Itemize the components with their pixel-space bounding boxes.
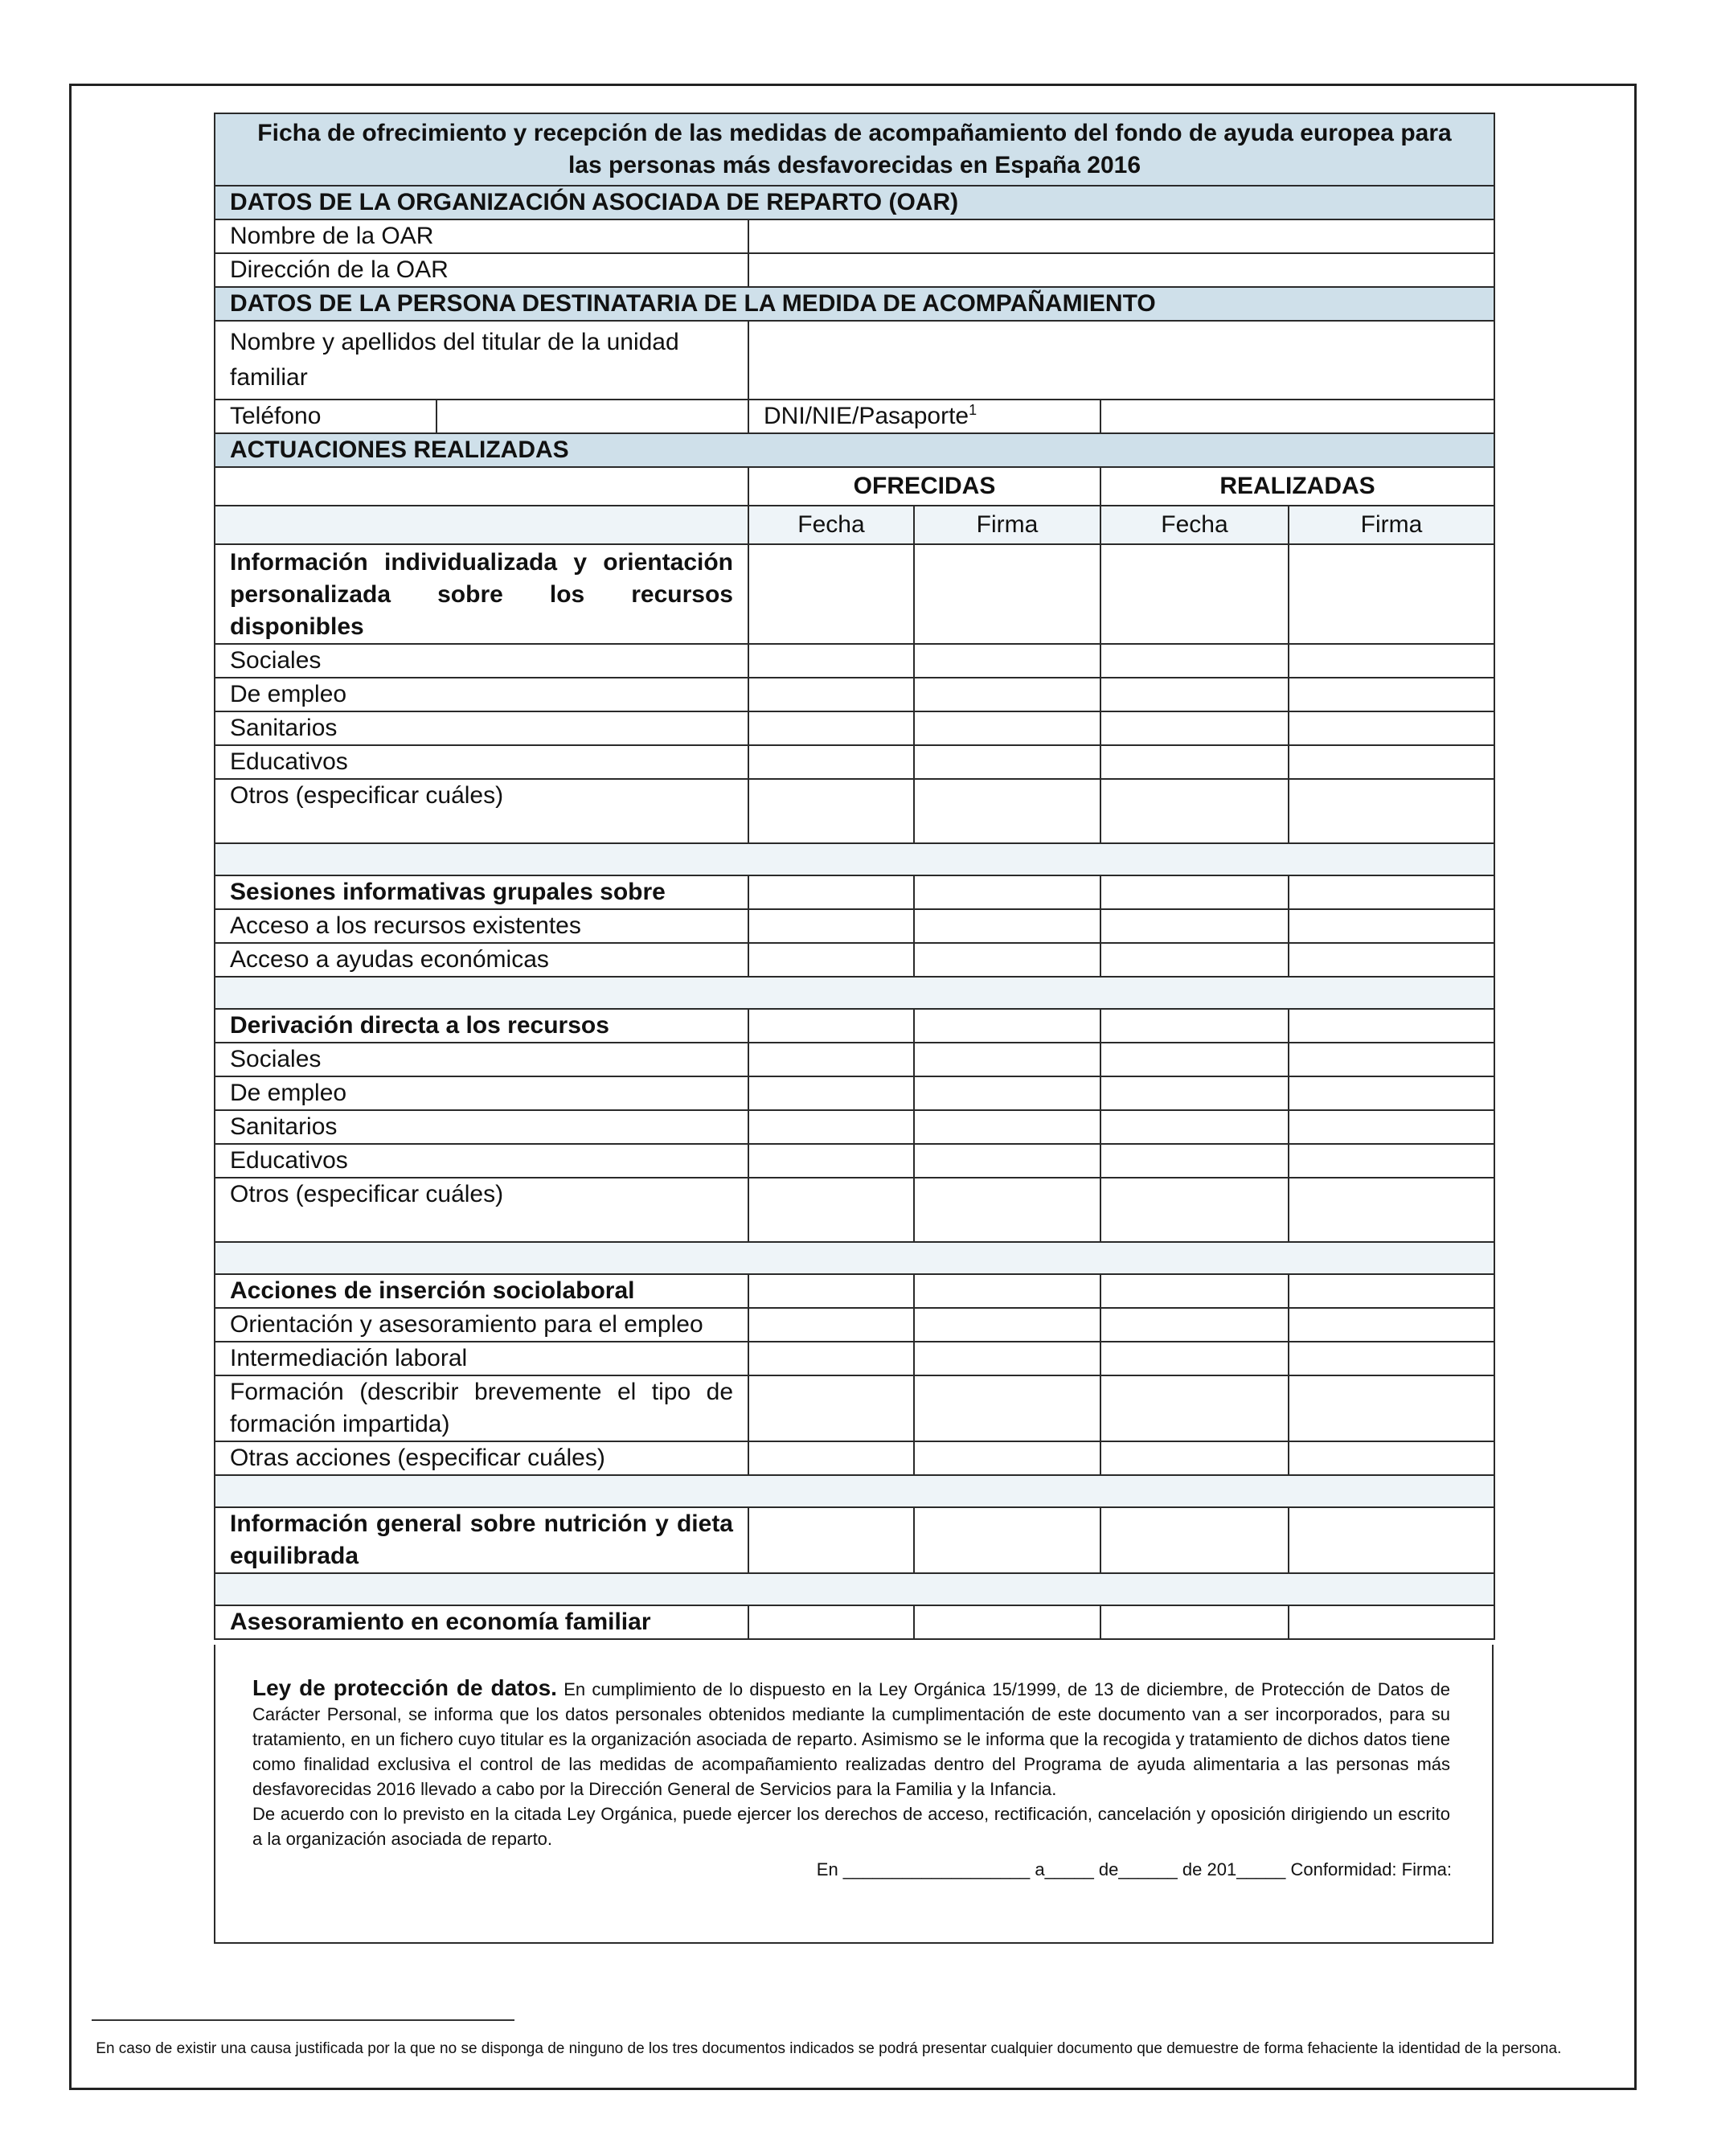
col-offered-sign: Firma <box>914 506 1100 544</box>
cell-offered-sign[interactable] <box>914 1507 1100 1573</box>
table-row <box>215 1110 1494 1144</box>
cell-done-sign[interactable] <box>1289 644 1494 678</box>
cell-done-sign[interactable] <box>1289 943 1494 977</box>
cell-offered-sign[interactable] <box>914 544 1100 644</box>
row-label: Otros (especificar cuáles) <box>215 779 748 843</box>
row-label: Acceso a los recursos existentes <box>215 909 748 943</box>
table-row <box>215 875 1494 909</box>
cell-offered-date[interactable] <box>748 1375 914 1441</box>
row-label: Sanitarios <box>215 711 748 745</box>
table-row <box>215 1043 1494 1076</box>
cell-offered-sign[interactable] <box>914 678 1100 711</box>
table-row <box>215 644 1494 678</box>
cell-done-date[interactable] <box>1100 711 1289 745</box>
row-label: Orientación y asesoramiento para el empleo <box>215 1308 748 1342</box>
row-label: Sociales <box>215 1043 748 1076</box>
group-separator <box>215 1475 1494 1507</box>
footnote-separator <box>92 2019 514 2021</box>
cell-done-date[interactable] <box>1100 745 1289 779</box>
cell-offered-date[interactable] <box>748 1110 914 1144</box>
footnote-mark: 1 <box>969 402 977 418</box>
table-row <box>215 1308 1494 1342</box>
signature-line: En ___________________ a_____ de______ de 201_____ Conformidad: Firma: <box>816 1859 1452 1879</box>
cell-offered-date[interactable] <box>748 1009 914 1043</box>
group-title-derivation: Derivación directa a los recursos <box>215 1009 748 1043</box>
group-separator <box>215 1573 1494 1605</box>
cell-done-date[interactable] <box>1100 1274 1289 1308</box>
legal-paragraph-1: En cumplimiento de lo dispuesto en la Ley Orgánica 15/1999, de 13 de diciembre, de Protección de Datos de Carácter Personal, se informa que los datos personales obtenidos mediante la cumplimentación de este documento van a ser incorporados, para su tratamiento, en un fichero cuyo titular es la organización asociada de reparto. Asimismo se le informa que la recogida y tratamiento de dichos datos tiene como finalidad exclusiva el control de las medidas de acompañamiento realizadas dentro del Programa de ayuda alimentaria a las personas más desfavorecidas 2016 llevado a cabo por la Dirección General de Servicios para la Familia y la Infancia. <box>252 1679 1450 1799</box>
cell-done-sign[interactable] <box>1289 711 1494 745</box>
cell-done-sign[interactable] <box>1289 1375 1494 1441</box>
cell-offered-date[interactable] <box>748 1507 914 1573</box>
group-title-economy: Asesoramiento en economía familiar <box>215 1605 748 1639</box>
form-title: Ficha de ofrecimiento y recepción de las medidas de acompañamiento del fondo de ayuda europea para las personas más desfavorecidas en España 2016 <box>215 113 1494 186</box>
cell-offered-date[interactable] <box>748 1308 914 1342</box>
cell-done-date[interactable] <box>1100 943 1289 977</box>
recipient-section-header: DATOS DE LA PERSONA DESTINATARIA DE LA MEDIDA DE ACOMPAÑAMIENTO <box>215 287 1494 321</box>
cell-done-date[interactable] <box>1100 1342 1289 1375</box>
recipient-name-field[interactable] <box>748 321 1494 400</box>
table-row <box>215 711 1494 745</box>
cell-offered-date[interactable] <box>748 909 914 943</box>
cell-done-date[interactable] <box>1100 544 1289 644</box>
col-offered-date: Fecha <box>748 506 914 544</box>
group-separator <box>215 977 1494 1009</box>
table-row <box>215 1342 1494 1375</box>
cell-done-date[interactable] <box>1100 779 1289 843</box>
row-label: Otras acciones (especificar cuáles) <box>215 1441 748 1475</box>
table-row <box>215 943 1494 977</box>
cell-offered-sign[interactable] <box>914 779 1100 843</box>
row-label: Formación (describir brevemente el tipo de formación impartida) <box>215 1375 748 1441</box>
cell-offered-sign[interactable] <box>914 1308 1100 1342</box>
cell-offered-date[interactable] <box>748 875 914 909</box>
cell-done-date[interactable] <box>1100 1076 1289 1110</box>
recipient-name-label: Nombre y apellidos del titular de la unidad familiar <box>215 321 748 400</box>
cell-done-date[interactable] <box>1100 1375 1289 1441</box>
cell-offered-date[interactable] <box>748 1605 914 1639</box>
subheader-blank <box>215 506 748 544</box>
cell-offered-sign[interactable] <box>914 745 1100 779</box>
cell-done-date[interactable] <box>1100 875 1289 909</box>
cell-offered-date[interactable] <box>748 1178 914 1242</box>
cell-done-date[interactable] <box>1100 909 1289 943</box>
actions-header-blank <box>215 467 748 506</box>
row-label: Educativos <box>215 745 748 779</box>
cell-done-sign[interactable] <box>1289 909 1494 943</box>
cell-done-date[interactable] <box>1100 1043 1289 1076</box>
cell-offered-sign[interactable] <box>914 1009 1100 1043</box>
cell-done-sign[interactable] <box>1289 779 1494 843</box>
table-row <box>215 1178 1494 1242</box>
row-label: De empleo <box>215 678 748 711</box>
cell-done-date[interactable] <box>1100 1110 1289 1144</box>
table-row <box>215 678 1494 711</box>
row-label: Sanitarios <box>215 1110 748 1144</box>
group-title-nutrition: Información general sobre nutrición y dieta equilibrada <box>215 1507 748 1573</box>
legal-paragraph-2: De acuerdo con lo previsto en la citada Ley Orgánica, puede ejercer los derechos de acceso, rectificación, cancelación y oposición dirigiendo un escrito a la organización asociada de reparto. <box>252 1804 1450 1849</box>
oar-name-field[interactable] <box>748 219 1494 253</box>
footnote <box>92 2039 1579 2060</box>
legal-heading: Ley de protección de datos. <box>252 1675 557 1700</box>
table-row <box>215 1144 1494 1178</box>
table-row <box>215 745 1494 779</box>
row-label: Educativos <box>215 1144 748 1178</box>
cell-done-sign[interactable] <box>1289 1308 1494 1342</box>
cell-offered-sign[interactable] <box>914 1178 1100 1242</box>
cell-done-sign[interactable] <box>1289 1043 1494 1076</box>
group-title-insertion: Acciones de inserción sociolaboral <box>215 1274 748 1308</box>
table-row <box>215 1507 1494 1573</box>
cell-offered-sign[interactable] <box>914 909 1100 943</box>
cell-offered-sign[interactable] <box>914 1076 1100 1110</box>
cell-done-sign[interactable] <box>1289 1605 1494 1639</box>
table-row <box>215 1375 1494 1441</box>
cell-offered-sign[interactable] <box>914 1274 1100 1308</box>
group-separator <box>215 843 1494 875</box>
oar-address-field[interactable] <box>748 253 1494 287</box>
phone-label: Teléfono <box>215 400 436 433</box>
cell-done-date[interactable] <box>1100 644 1289 678</box>
table-row <box>215 909 1494 943</box>
table-row <box>215 1274 1494 1308</box>
row-label: Otros (especificar cuáles) <box>215 1178 748 1242</box>
cell-done-date[interactable] <box>1100 1144 1289 1178</box>
cell-offered-sign[interactable] <box>914 1441 1100 1475</box>
form-table <box>214 113 1495 1640</box>
cell-offered-sign[interactable] <box>914 875 1100 909</box>
group-title-info: Información individualizada y orientación personalizada sobre los recursos disponibles <box>215 544 748 644</box>
cell-offered-date[interactable] <box>748 943 914 977</box>
row-label: Intermediación laboral <box>215 1342 748 1375</box>
cell-offered-sign[interactable] <box>914 711 1100 745</box>
table-row <box>215 1076 1494 1110</box>
cell-done-sign[interactable] <box>1289 1178 1494 1242</box>
table-row <box>215 544 1494 644</box>
cell-offered-date[interactable] <box>748 1076 914 1110</box>
id-field[interactable] <box>1100 400 1494 433</box>
cell-offered-sign[interactable] <box>914 1605 1100 1639</box>
actions-section-header: ACTUACIONES REALIZADAS <box>215 433 1494 467</box>
col-offered-header: OFRECIDAS <box>748 467 1100 506</box>
cell-offered-sign[interactable] <box>914 943 1100 977</box>
cell-offered-sign[interactable] <box>914 1375 1100 1441</box>
cell-done-date[interactable] <box>1100 1009 1289 1043</box>
cell-offered-date[interactable] <box>748 1043 914 1076</box>
oar-section-header: DATOS DE LA ORGANIZACIÓN ASOCIADA DE REPARTO (OAR) <box>215 186 1494 219</box>
cell-done-sign[interactable] <box>1289 1441 1494 1475</box>
col-done-date: Fecha <box>1100 506 1289 544</box>
cell-offered-date[interactable] <box>748 1144 914 1178</box>
cell-offered-date[interactable] <box>748 544 914 644</box>
cell-offered-date[interactable] <box>748 678 914 711</box>
data-protection-notice <box>252 1675 1450 1851</box>
cell-done-sign[interactable] <box>1289 544 1494 644</box>
cell-done-sign[interactable] <box>1289 1110 1494 1144</box>
cell-done-sign[interactable] <box>1289 678 1494 711</box>
row-label: Sociales <box>215 644 748 678</box>
cell-offered-date[interactable] <box>748 644 914 678</box>
cell-done-date[interactable] <box>1100 1308 1289 1342</box>
col-done-sign: Firma <box>1289 506 1494 544</box>
cell-offered-date[interactable] <box>748 1274 914 1308</box>
cell-done-sign[interactable] <box>1289 1009 1494 1043</box>
footnote-text: En caso de existir una causa justificada por la que no se disponga de ninguno de los tres documentos indicados se podrá presentar cualquier documento que demuestre de forma fehaciente la identidad de la persona. <box>96 2040 1562 2057</box>
cell-offered-sign[interactable] <box>914 1043 1100 1076</box>
group-separator <box>215 1242 1494 1274</box>
cell-offered-date[interactable] <box>748 779 914 843</box>
oar-address-label: Dirección de la OAR <box>215 253 748 287</box>
cell-done-sign[interactable] <box>1289 1144 1494 1178</box>
cell-done-date[interactable] <box>1100 678 1289 711</box>
oar-name-label: Nombre de la OAR <box>215 219 748 253</box>
cell-done-sign[interactable] <box>1289 1342 1494 1375</box>
col-done-header: REALIZADAS <box>1100 467 1494 506</box>
cell-done-sign[interactable] <box>1289 1507 1494 1573</box>
cell-done-sign[interactable] <box>1289 1274 1494 1308</box>
table-row <box>215 1009 1494 1043</box>
cell-done-sign[interactable] <box>1289 745 1494 779</box>
cell-done-sign[interactable] <box>1289 875 1494 909</box>
cell-offered-date[interactable] <box>748 1441 914 1475</box>
cell-offered-sign[interactable] <box>914 1110 1100 1144</box>
cell-done-date[interactable] <box>1100 1178 1289 1242</box>
table-row <box>215 1605 1494 1639</box>
group-title-sessions: Sesiones informativas grupales sobre <box>215 875 748 909</box>
cell-offered-sign[interactable] <box>914 1144 1100 1178</box>
cell-done-date[interactable] <box>1100 1605 1289 1639</box>
table-row <box>215 1441 1494 1475</box>
row-label: De empleo <box>215 1076 748 1110</box>
cell-done-sign[interactable] <box>1289 1076 1494 1110</box>
cell-offered-date[interactable] <box>748 711 914 745</box>
phone-field[interactable] <box>436 400 748 433</box>
cell-offered-date[interactable] <box>748 745 914 779</box>
cell-offered-sign[interactable] <box>914 644 1100 678</box>
table-row <box>215 779 1494 843</box>
cell-offered-sign[interactable] <box>914 1342 1100 1375</box>
id-label: DNI/NIE/Pasaporte$^1$ <box>748 400 1100 433</box>
row-label: Acceso a ayudas económicas <box>215 943 748 977</box>
cell-done-date[interactable] <box>1100 1441 1289 1475</box>
cell-offered-date[interactable] <box>748 1342 914 1375</box>
cell-done-date[interactable] <box>1100 1507 1289 1573</box>
